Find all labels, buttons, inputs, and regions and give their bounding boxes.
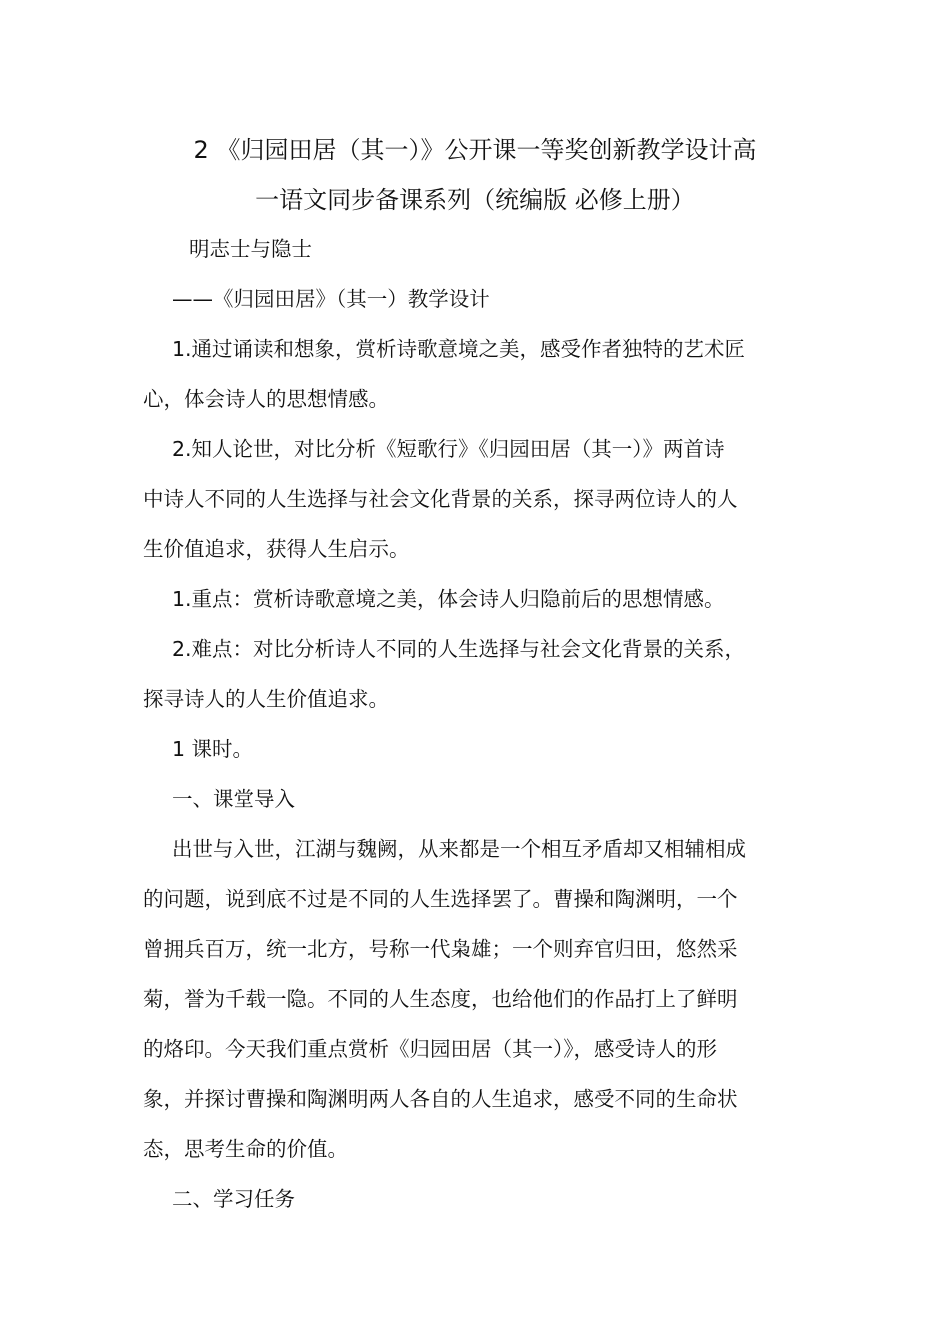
section-1-paragraph-line-5: 的烙印。今天我们重点赏析《归园田居（其一）》，感受诗人的形: [143, 1037, 717, 1061]
subtitle: 明志士与隐士: [189, 237, 312, 261]
section-1-paragraph-line-2: 的问题，说到底不过是不同的人生选择罢了。曹操和陶渊明，一个: [143, 887, 738, 911]
section-1-paragraph-line-6: 象，并探讨曹操和陶渊明两人各自的人生追求，感受不同的生命状: [143, 1087, 738, 1111]
section-1-paragraph-line-1: 出世与入世，江湖与魏阙，从来都是一个相互矛盾却又相辅相成: [172, 837, 746, 861]
objective-2-line-3: 生价值追求，获得人生启示。: [143, 537, 410, 561]
keypoint-1: 1.重点：赏析诗歌意境之美，体会诗人归隐前后的思想情感。: [172, 587, 725, 611]
title-line-2: 一语文同步备课系列（统编版 必修上册）: [255, 186, 695, 214]
keypoint-2-line-2: 探寻诗人的人生价值追求。: [143, 687, 389, 711]
section-1-heading: 一、课堂导入: [172, 787, 295, 811]
subheading: ——《归园田居》（其一）教学设计: [172, 287, 490, 311]
objective-1-line-2: 心，体会诗人的思想情感。: [143, 387, 389, 411]
section-1-paragraph-line-4: 菊，誉为千载一隐。不同的人生态度，也给他们的作品打上了鲜明: [143, 987, 738, 1011]
section-2-heading: 二、学习任务: [172, 1187, 295, 1211]
section-1-paragraph-line-3: 曾拥兵百万，统一北方，号称一代枭雄；一个则弃官归田，悠然采: [143, 937, 738, 961]
section-1-paragraph-line-7: 态，思考生命的价值。: [143, 1137, 348, 1161]
objective-2-line-1: 2.知人论世，对比分析《短歌行》《归园田居（其一）》两首诗: [172, 437, 725, 461]
objective-1-line-1: 1.通过诵读和想象，赏析诗歌意境之美，感受作者独特的艺术匠: [172, 337, 746, 361]
objective-2-line-2: 中诗人不同的人生选择与社会文化背景的关系，探寻两位诗人的人: [143, 487, 738, 511]
keypoint-2-line-1: 2.难点：对比分析诗人不同的人生选择与社会文化背景的关系，: [172, 637, 746, 661]
class-hours: 1 课时。: [172, 737, 254, 761]
title-line-1: 2 《归园田居（其一）》公开课一等奖创新教学设计高: [193, 136, 757, 164]
